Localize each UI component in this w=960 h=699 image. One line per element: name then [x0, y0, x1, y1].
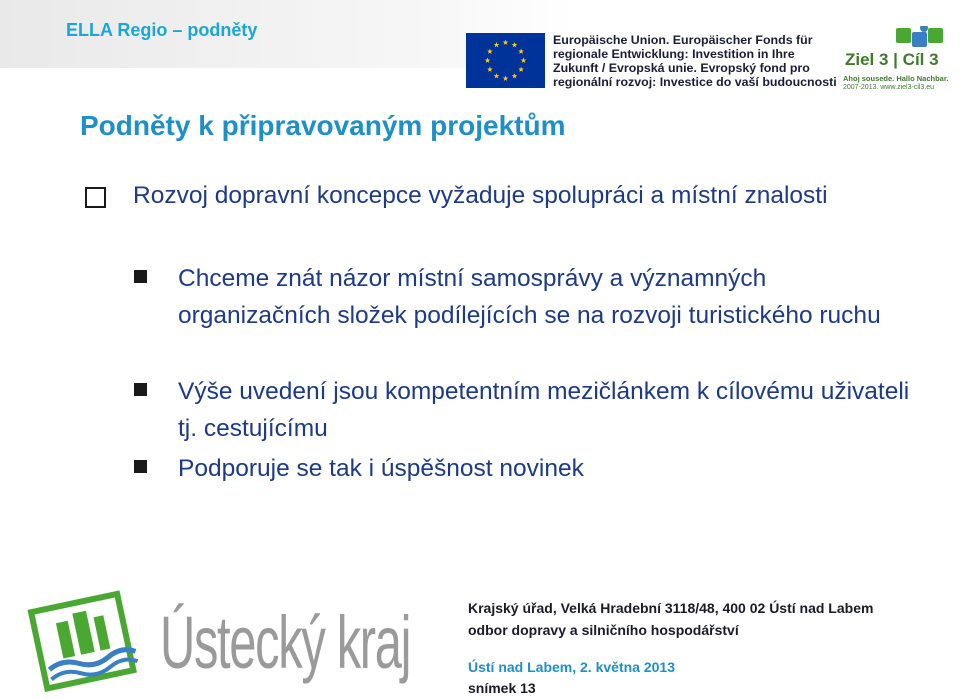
header-title: ELLA Regio – podněty	[66, 20, 258, 40]
hollow-square-bullet-icon	[85, 187, 106, 208]
eu-flag-icon	[466, 33, 545, 88]
footer-address: Krajský úřad, Velká Hradební 3118/48, 400 02 Ústí nad Labem	[468, 600, 874, 616]
square-bullet-icon	[134, 383, 147, 396]
eu-text-line: Zukunft / Evropská unie. Evropský fond pro	[553, 61, 810, 75]
eu-text-line: Europäische Union. Europäischer Fonds für	[553, 33, 813, 47]
eu-text-line: regionální rozvoj: Investice do vaší budoucnosti	[553, 75, 837, 89]
sub-bullet-text: Výše uvedení jsou kompetentním mezičlánkem k cílovému uživateli tj. cestujícímu	[178, 378, 910, 442]
footer-date-block	[468, 657, 675, 699]
footer-organization	[468, 597, 873, 641]
slide-title: Podněty k připravovaným projektům	[80, 110, 566, 141]
region-emblem-icon	[24, 588, 142, 692]
square-bullet-icon	[134, 270, 147, 283]
eu-text-line: regionale Entwicklung: Investition in Ihre	[553, 47, 795, 61]
main-bullet-text: Rozvoj dopravní koncepce vyžaduje spolupráci a místní znalosti	[133, 182, 828, 209]
square-bullet-icon	[134, 460, 147, 473]
eu-funding-text	[553, 33, 837, 89]
footer-department: odbor dopravy a silničního hospodářství	[468, 622, 739, 638]
region-name-logo: Ústecký kraj	[160, 601, 411, 684]
ziel3-logo-text: Ziel 3 | Cíl 3	[845, 50, 939, 69]
slide-number: snímek 13	[468, 680, 536, 696]
sub-bullet-text: Podporuje se tak i úspěšnost novinek	[178, 455, 584, 482]
ziel3-period: 2007-2013. www.ziel3-cil3.eu	[843, 84, 935, 91]
ziel3-tagline: Ahoj sousede. Hallo Nachbar.	[843, 74, 949, 83]
footer-date: Ústí nad Labem, 2. května 2013	[468, 659, 675, 675]
sub-bullet-text: Chceme znát názor místní samosprávy a významných organizačních složek podílejících se na rozvoji turistického ruchu	[178, 265, 881, 329]
